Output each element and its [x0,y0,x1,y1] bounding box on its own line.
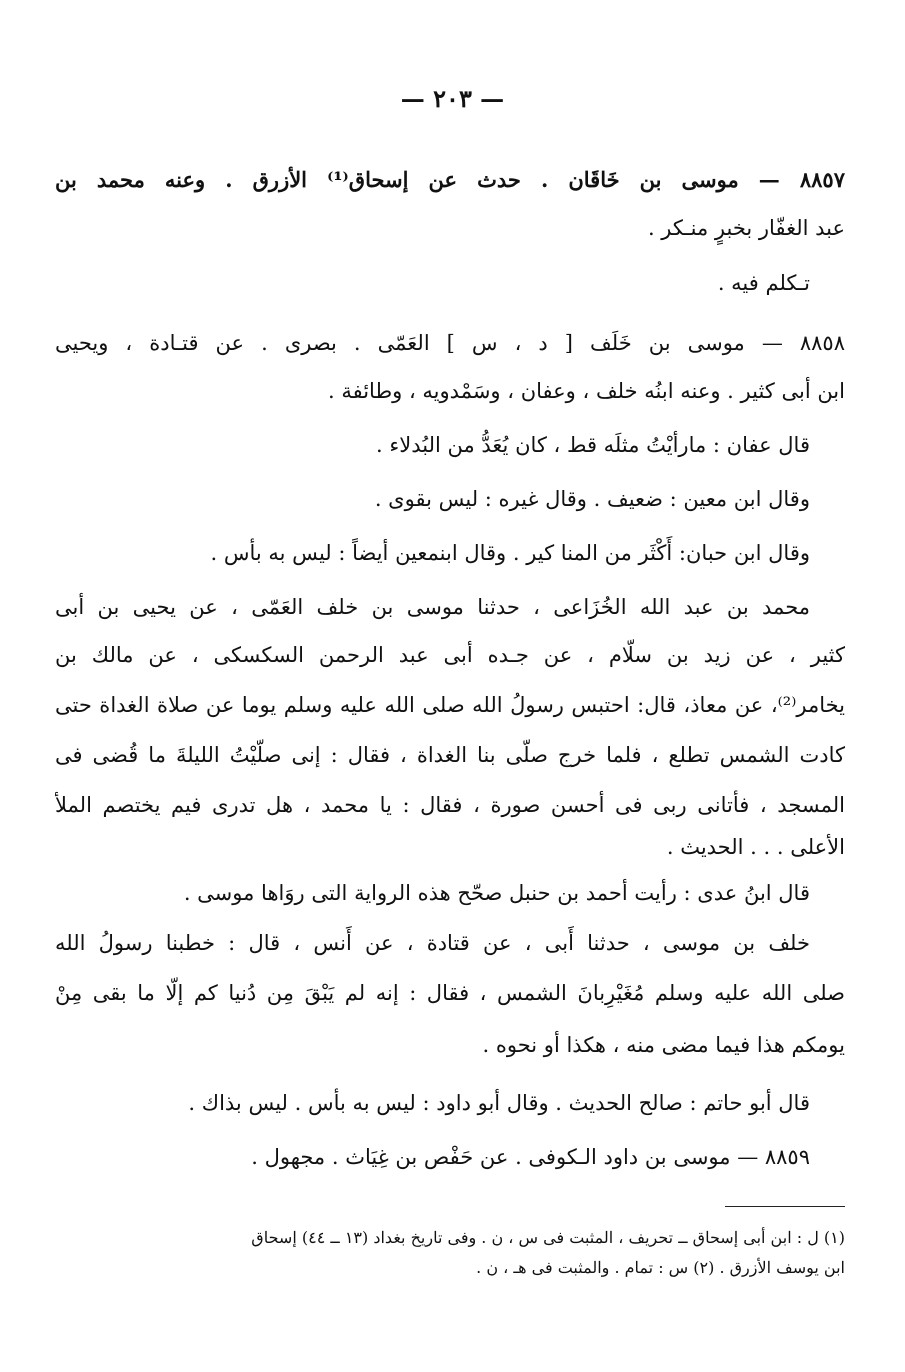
entry-8858-line-1: ٨٨٥٨ — موسى بن خَلَف [ د ، س ] العَمّى . بصرى . عن قتـادة ، ويحيى [55,331,845,355]
entry-8857-line-1: ٨٨٥٧ — موسى بن خَاقَان . حدث عن إسحاق⁽¹⁾ الأزرق . وعنه محمد بن [55,167,845,192]
entry-8858-line-16: قال أبو حاتم : صالح الحديث . وقال أبو داود : ليس به بأس . ليس بذاك . [188,1091,810,1115]
entry-8858-line-11: الأعلى . . . الحديث . [666,835,845,859]
entry-8858-line-9: كادت الشمس تطلع ، فلما خرج صلّى بنا الغداة ، فقال : إنى صلّيْتُ الليلةَ ما قُضى فى [55,743,845,767]
entry-8858-line-13: خلف بن موسى ، حدثنا أَبى ، عن قتادة ، عن أَنس ، قال : خطبنا رسولُ الله [55,931,810,955]
entry-8858-line-5: وقال ابن حبان: أَكْثَر من المنا كير . وقال ابنمعين أيضاً : ليس به بأس . [210,541,810,565]
footnote-2: ابن يوسف الأزرق . (٢) س : تمام . والمثبت فى هـ ، ن . [476,1258,845,1277]
footnote-divider [725,1206,845,1207]
entry-8859-line-1: ٨٨٥٩ — موسى بن داود الـكوفى . عن حَفْص بن غِيَاث . مجهول . [251,1145,810,1169]
entry-8858-line-15: يومكم هذا فيما مضى منه ، هكذا أو نحوه . [482,1033,845,1057]
entry-8857-line-3: تـكلم فيه . [717,271,810,295]
footnote-1: (١) ل : ابن أبى إسحاق ــ تحريف ، المثبت فى س ، ن . وفى تاريخ بغداد (١٣ ــ ٤٤) إسحاق [251,1228,845,1247]
entry-8858-line-10: المسجد ، فأتانى ربى فى أحسن صورة ، فقال : يا محمد ، هل تدرى فيم يختصم الملأ [55,793,845,817]
entry-8858-line-4: وقال ابن معين : ضعيف . وقال غيره : ليس بقوى . [374,487,810,511]
entry-8858-line-12: قال ابنُ عدى : رأيت أحمد بن حنبل صحّح هذه الرواية التى روَاها موسى . [183,881,810,905]
page-number: — ٢٠٣ — [400,84,505,113]
entry-8858-line-7: كثير ، عن زيد بن سلّام ، عن جـده أبى عبد الرحمن السكسكى ، عن مالك بن [55,643,845,667]
entry-8857-line-2: عبد الغفّار بخبرٍ منـكر . [647,216,845,240]
entry-8858-line-14: صلى الله عليه وسلم مُغَيْرِبانَ الشمس ، فقال : إنه لم يَبْقَ مِن دُنيا كم إلّا ما بقى مِنْ [55,981,845,1005]
entry-8858-line-6: محمد بن عبد الله الخُزَاعى ، حدثنا موسى بن خلف العَمّى ، عن يحيى بن أبى [55,595,810,619]
entry-8858-line-2: ابن أبى كثير . وعنه ابنُه خلف ، وعفان ، وسَمْدويه ، وطائفة . [327,379,845,403]
entry-8858-line-3: قال عفان : مارأيْتُ مثلَه قط ، كان يُعَدُّ من البُدلاء . [376,433,810,457]
entry-8858-line-8: يخامر⁽²⁾، عن معاذ، قال: احتبس رسولُ الله صلى الله عليه وسلم يوما عن صلاة الغداة حتى [55,693,845,717]
